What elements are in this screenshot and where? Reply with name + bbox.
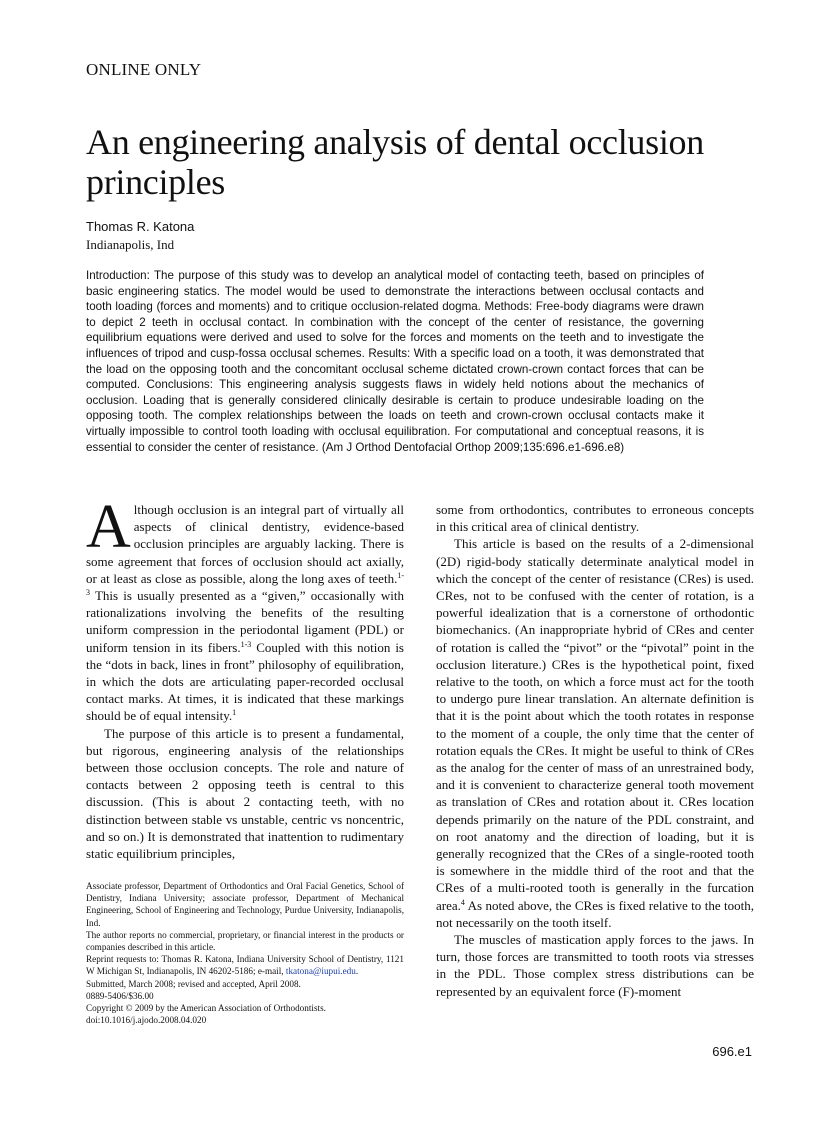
citation-superscript: 1-3 [240, 639, 252, 649]
page-number: 696.e1 [712, 1044, 752, 1059]
body-text: This is usually presented as a “given,” occasionally with rationalizations involving the benefits of the resulting uniform compression in the periodontal ligament (PDL) or uniform tension in its fibers. [86, 588, 404, 655]
body-text: As noted above, the CRes is fixed relative to the tooth, not necessarily on the tooth itself. [436, 897, 754, 930]
footnote-dates: Submitted, March 2008; revised and accepted, April 2008. [86, 978, 301, 989]
body-paragraph [86, 493, 404, 725]
citation-superscript: 4 [460, 897, 465, 907]
body-paragraph: some from orthodontics, contributes to erroneous concepts in this critical area of clinical dentistry. [436, 502, 754, 535]
author-affiliation: Indianapolis, Ind [86, 237, 175, 252]
section-label: ONLINE ONLY [86, 60, 202, 79]
reprint-text: Reprint requests to: Thomas R. Katona, Indiana University School of Dentistry, 1121 W Michigan St, Indianapolis, IN 46202-5186; e-mail, [86, 954, 404, 977]
abstract: Introduction: The purpose of this study was to develop an analytical model of contacting teeth, based on principles of basic engineering statics. The model would be used to demonstrate the interactions between occlusal contacts and tooth loading (forces and moments) and to critique occlusion-related dogma. Methods: Free-body diagrams were drawn to depict 2 teeth in occlusal contact. In combination with the concept of the center of resistance, the governing equilibrium equations were derived and used to solve for the forces and moments on the teeth and to investigate the influences of tripod and cusp-fossa occlusal schemes. Results: With a specific load on a tooth, it was demonstrated that the load on the opposing tooth and the concomitant occlusal scheme dictated crown-crown contact forces that can be computed. Conclusions: This engineering analysis suggests flaws in widely held notions about the mechanics of occlusion. Loading that is generally considered clinically desirable is certain to produce undesirable loading on the opposing tooth. The complex relationships between the loads on teeth and crown-crown occlusal contacts make it virtually impossible to control tooth loading with occlusal equilibration. For computational and conceptual reasons, it is essential to consider the center of resistance. (Am J Orthod Dentofacial Orthop 2009;135:696.e1-696.e8) [86, 269, 704, 454]
footnote-issn: 0889-5406/$36.00 [86, 990, 154, 1001]
footnote-reprint [86, 953, 404, 977]
body-text: This article is based on the results of a 2-dimensional (2D) rigid-body statically determinate analytical model in which the concept of the center of resistance (CRes) is used. CRes, not to be confused with the center of rotation, is a powerful idealization that is a cornerstone of orthodontic biomechanics. (An inappropriate hybrid of CRes and center of rotation is called the “pivot” or the “pivotal” point in the occlusion literature.) CRes is the hypothetical point, fixed relative to the tooth, on which a force must act for the tooth to undergo pure linear translation. An alternate definition is that it is the point about which the tooth rotates in response to the moment of a couple, the only time that the center of rotation equals the CRes. It might be useful to think of CRes as the analog for the center of mass of an unrestrained body, and it is convenient to characterize general tooth movement as translation of CRes and rotation about it. CRes location depends primarily on the nature of the PDL constraint, and on root anatomy and the direction of loading, but it is generally recognized that the CRes of a single-rooted tooth is somewhere in the middle third of the root and that the CRes of a multi-rooted tooth is generally in the furcation area. [436, 536, 754, 913]
footnote-position: Associate professor, Department of Orthodontics and Oral Facial Genetics, School of Dentistry, Indiana University; associate professor, Department of Mechanical Engineering, School of Engineering and Technology, Purdue University, Indianapolis, Ind. [86, 881, 404, 928]
footnote-doi: doi:10.1016/j.ajodo.2008.04.020 [86, 1015, 207, 1026]
article-title: An engineering analysis of dental occlusion principles [86, 122, 704, 202]
body-text: lthough occlusion is an integral part of virtually all aspects of clinical dentistry, evidence-based occlusion principles are arguably lacking. There is some agreement that forces of occlusion should act axially, or at least as close as possible, along the long axes of teeth. [86, 502, 404, 586]
citation-superscript: 1 [232, 708, 237, 718]
drop-cap: A [86, 493, 131, 561]
body-paragraph: The muscles of mastication apply forces to the jaws. In turn, those forces are transmitted to tooth roots via stresses in the PDL. Those complex stress distributions can be represented by an equivalent force (F)-moment [436, 932, 754, 999]
body-text: Coupled with this notion is the “dots in back, lines in front” philosophy of equilibration, in which the dots are articulating paper-recorded occlusal contact marks. At times, it is indicated that these markings should be of equal intensity. [86, 639, 404, 724]
citation-superscript: 1-3 [86, 570, 404, 598]
footnote-disclosure: The author reports no commercial, proprietary, or financial interest in the products or companies described in this article. [86, 929, 404, 953]
reprint-text-end: . [355, 966, 359, 977]
body-column-left [86, 493, 404, 862]
email-link[interactable]: tkatona@iupui.edu [285, 966, 356, 977]
body-paragraph: The purpose of this article is to present a fundamental, but rigorous, engineering analysis of the relationships between those occlusion concepts. The role and nature of contacts between 2 opposing teeth is central to this discussion. (This is about 2 contacting teeth, with no distinction between stable vs unstable, centric vs noncentric, and so on.) It is demonstrated that inattention to rudimentary static equilibrium principles, [86, 725, 404, 862]
body-column-right [436, 501, 754, 1000]
author-name: Thomas R. Katona [86, 219, 195, 234]
body-paragraph [436, 535, 754, 931]
footnotes [86, 880, 404, 1026]
footnote-copyright: Copyright © 2009 by the American Association of Orthodontists. [86, 1003, 326, 1014]
